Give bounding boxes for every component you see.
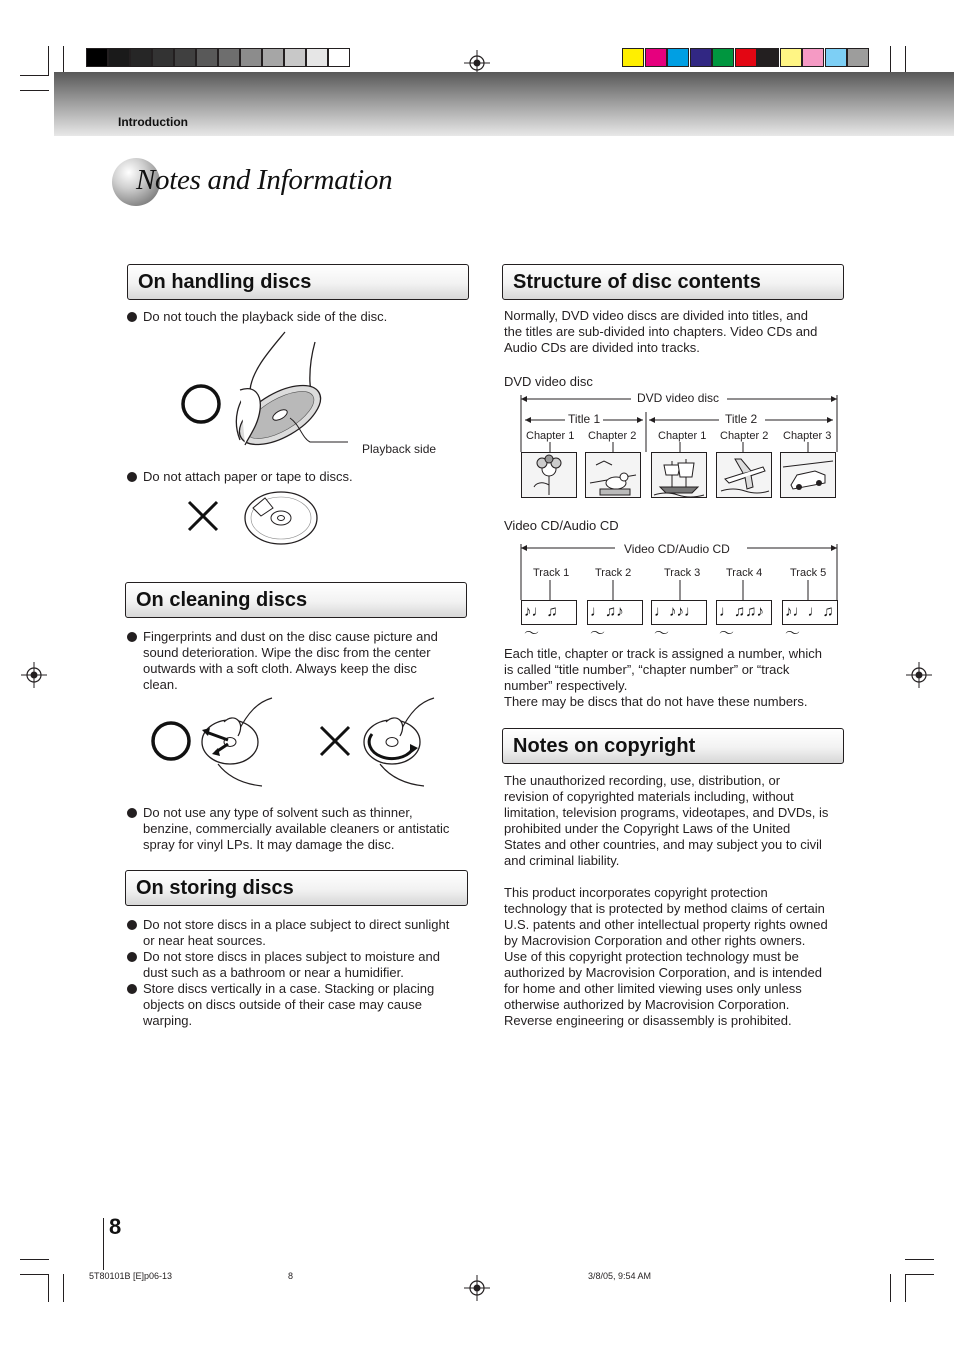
storing-heading: On storing discs <box>136 877 294 899</box>
gray-swatch <box>152 48 174 67</box>
text-line: The unauthorized recording, use, distribution, or <box>504 773 781 788</box>
title-1-label: Title 1 <box>568 412 601 426</box>
color-swatch <box>712 48 734 67</box>
text-line: Each title, chapter or track is assigned a number, which <box>504 646 822 661</box>
gray-swatch <box>130 48 152 67</box>
copyright-heading: Notes on copyright <box>513 735 696 757</box>
bullet-icon <box>127 808 137 818</box>
gray-swatch <box>174 48 196 67</box>
handling-heading-box <box>127 264 469 300</box>
text-line: Use of this copyright protection technology must be <box>504 949 799 964</box>
hand-holding-disc-icon <box>230 330 450 455</box>
bird-picture-icon <box>585 452 641 498</box>
text-line: Do not store discs in places subject to moisture and <box>143 949 440 964</box>
page-title: Notes and Information <box>136 164 393 196</box>
cd-caption: Video CD/Audio CD <box>504 518 619 533</box>
footer-page-number: 8 <box>288 1271 294 1281</box>
header-banner <box>54 72 954 136</box>
track-label: Track 2 <box>595 567 632 579</box>
text-line: spray for vinyl LPs. It may damage the disc. <box>143 837 395 852</box>
text-line: benzine, commercially available cleaners or antistatic <box>143 821 450 836</box>
color-swatch <box>802 48 824 67</box>
text-line: dust such as a bathroom or near a humidifier. <box>143 965 404 980</box>
cleaning-bullet-1 <box>143 629 438 693</box>
color-swatch <box>690 48 712 67</box>
track-label: Track 1 <box>533 567 570 579</box>
registration-mark-icon <box>464 1275 490 1301</box>
text-line: revision of copyrighted materials including, without <box>504 789 794 804</box>
music-notes-icon: ♪♩♫ ～ <box>521 600 577 625</box>
storing-heading-box <box>125 870 468 906</box>
color-swatch <box>645 48 667 67</box>
text-line: Normally, DVD video discs are divided into titles, and <box>504 308 808 323</box>
handling-heading: On handling discs <box>138 271 312 293</box>
car-picture-icon <box>780 452 836 498</box>
wipe-circular-icon <box>360 692 440 788</box>
text-line: clean. <box>143 677 178 692</box>
color-swatch <box>780 48 802 67</box>
text-line: otherwise authorized by Macrovision Corporation. <box>504 997 790 1012</box>
text-line: warping. <box>143 1013 193 1028</box>
gray-swatch <box>306 48 328 67</box>
chapter-label: Chapter 2 <box>720 430 769 442</box>
gray-swatch <box>328 48 350 67</box>
cd-span-label: Video CD/Audio CD <box>624 542 730 556</box>
music-notes-icon: ♩♫♫♪～ <box>716 600 772 625</box>
text-line: Do not store discs in a place subject to direct sunlight <box>143 917 450 932</box>
airplane-picture-icon <box>716 452 772 498</box>
text-line: States and other countries, and may subject you to civil <box>504 837 822 852</box>
text-line: U.S. patents and other intellectual property rights owned <box>504 917 828 932</box>
color-swatch <box>735 48 757 67</box>
text-line: is called “title number”, “chapter number” or “track <box>504 662 790 677</box>
copyright-heading-box <box>502 728 844 764</box>
text-line: objects on discs outside of their case may cause <box>143 997 422 1012</box>
structure-heading: Structure of disc contents <box>513 271 761 293</box>
storing-bullet-1 <box>143 917 449 949</box>
track-label: Track 3 <box>664 567 701 579</box>
ng-cross-icon <box>186 499 220 533</box>
music-notes-icon: ♩♫♪ ～ <box>587 600 643 625</box>
music-notes-icon: ♩♪♪♩ ～ <box>651 600 707 625</box>
gray-swatch <box>284 48 306 67</box>
page-number: 8 <box>109 1214 122 1239</box>
ng-cross-icon <box>318 724 352 758</box>
flower-picture-icon <box>521 452 577 498</box>
gray-swatch <box>86 48 108 67</box>
bullet-icon <box>127 920 137 930</box>
copyright-paragraph-2 <box>504 885 828 1029</box>
text-line: Fingerprints and dust on the disc cause picture and <box>143 629 438 644</box>
track-label: Track 5 <box>790 567 827 579</box>
track-label: Track 4 <box>726 567 763 579</box>
cleaning-heading-box <box>125 582 467 618</box>
text-line: authorized by Macrovision Corporation, and is intended <box>504 965 822 980</box>
text-line: technology that is protected by method claims of certain <box>504 901 825 916</box>
bullet-icon <box>127 952 137 962</box>
cleaning-heading: On cleaning discs <box>136 589 308 611</box>
dvd-caption: DVD video disc <box>504 374 593 389</box>
chapter-label: Chapter 1 <box>526 430 575 442</box>
bullet-icon <box>127 312 137 322</box>
file-code: 5T80101B [E]p06-13 <box>89 1271 173 1281</box>
storing-bullet-3 <box>143 981 434 1029</box>
text-line: Audio CDs are divided into tracks. <box>504 340 700 355</box>
print-timestamp: 3/8/05, 9:54 AM <box>588 1271 652 1281</box>
gray-swatch <box>262 48 284 67</box>
text-line: There may be discs that do not have these numbers. <box>504 694 808 709</box>
disc-with-tape-icon <box>243 490 321 546</box>
text-line: outwards with a soft cloth. Always keep the disc <box>143 661 417 676</box>
text-line: for home and other limited viewing uses only unless <box>504 981 802 996</box>
text-line: This product incorporates copyright protection <box>504 885 768 900</box>
text-line: prohibited under the Copyright Laws of the United <box>504 821 791 836</box>
sailing-ship-picture-icon <box>651 452 707 498</box>
handling-bullet-1: Do not touch the playback side of the disc. <box>143 309 388 324</box>
color-swatch <box>847 48 869 67</box>
bullet-icon <box>127 984 137 994</box>
text-line: the titles are sub-divided into chapters. Video CDs and <box>504 324 818 339</box>
playback-side-label: Playback side <box>362 442 437 456</box>
ok-circle-icon <box>150 720 192 762</box>
copyright-paragraph-1 <box>504 773 828 869</box>
gray-swatch <box>240 48 262 67</box>
ok-circle-icon <box>180 383 222 425</box>
color-swatch <box>622 48 644 67</box>
wipe-outward-icon <box>198 692 278 788</box>
music-notes-icon: ♪♩♩♫～ <box>782 600 838 625</box>
bullet-icon <box>127 632 137 642</box>
text-line: Do not use any type of solvent such as thinner, <box>143 805 413 820</box>
chapter-label: Chapter 1 <box>658 430 707 442</box>
text-line: Reverse engineering or disassembly is prohibited. <box>504 1013 792 1028</box>
gray-swatch <box>218 48 240 67</box>
registration-mark-icon <box>906 662 932 688</box>
text-line: number” respectively. <box>504 678 628 693</box>
dvd-span-label: DVD video disc <box>637 391 720 405</box>
color-swatch <box>667 48 689 67</box>
bullet-icon <box>127 472 137 482</box>
title-2-label: Title 2 <box>725 412 758 426</box>
chapter-label: Chapter 3 <box>783 430 832 442</box>
chapter-label: Chapter 2 <box>588 430 637 442</box>
handling-bullet-2: Do not attach paper or tape to discs. <box>143 469 353 484</box>
text-line: Store discs vertically in a case. Stacking or placing <box>143 981 435 996</box>
structure-intro <box>504 308 817 356</box>
structure-heading-box <box>502 264 844 300</box>
folio-rule <box>103 1218 104 1270</box>
color-swatch <box>757 48 779 67</box>
text-line: sound deterioration. Wipe the disc from the center <box>143 645 431 660</box>
gray-swatch <box>108 48 130 67</box>
color-swatch <box>825 48 847 67</box>
registration-mark-icon <box>21 662 47 688</box>
gray-swatch <box>196 48 218 67</box>
text-line: limitation, television programs, videotapes, and DVDs, is <box>504 805 829 820</box>
text-line: or near heat sources. <box>143 933 266 948</box>
cleaning-bullet-2 <box>143 805 449 853</box>
text-line: by Macrovision Corporation and other rights owners. <box>504 933 806 948</box>
storing-bullet-2 <box>143 949 440 981</box>
text-line: and criminal liability. <box>504 853 620 868</box>
section-label: Introduction <box>118 115 188 129</box>
numbers-paragraph <box>504 646 822 710</box>
